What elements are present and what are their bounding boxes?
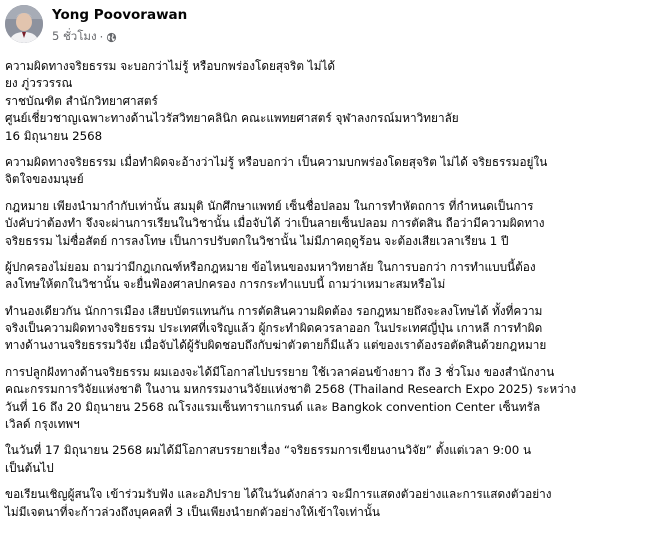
post-text-line: จริยธรรม ไม่ซื่อสัตย์ การลงโทษ เป็นการปรับตกในวิชานั้น ไม่มีภาคฤดูร้อน จะต้องเสียเวลาเรียน 1 ปี bbox=[5, 233, 509, 248]
post-text-line: เวิลด์ กรุงเทพฯ bbox=[5, 417, 80, 432]
post-text-line: ราชบัณฑิต สำนักวิทยาศาสตร์ bbox=[5, 93, 158, 108]
post-text-line: เป็นต้นไป bbox=[5, 460, 54, 475]
author-name[interactable]: Yong Poovorawan bbox=[52, 7, 188, 23]
post-text-line: ความผิดทางจริยธรรม เมื่อทำผิดจะอ้างว่าไม่รู้ หรือบอกว่า เป็นความบกพร่องโดยสุจริต ไม่ได้ จริยธรรมอยู่ใน bbox=[5, 154, 548, 169]
post-paragraph bbox=[5, 442, 655, 477]
post-paragraph bbox=[5, 303, 655, 355]
post-timestamp[interactable]: 5 ชั่วโมง bbox=[52, 29, 97, 43]
post-text-line: คณะกรรมการวิจัยแห่งชาติ ในงาน มหกรรมงานวิจัยแห่งชาติ 2568 (Thailand Research Expo 2025) ระหว่าง bbox=[5, 382, 577, 397]
post-paragraph bbox=[5, 198, 655, 250]
post-text-line: จิตใจของมนุษย์ bbox=[5, 172, 84, 187]
post-text-line: จริงเป็นความผิดทางจริยธรรม ประเทศที่เจริญแล้ว ผู้กระทำผิดควรลาออก ในประเทศญี่ปุ่น เกาหลี การทำผิด bbox=[5, 321, 543, 336]
globe-icon[interactable] bbox=[106, 32, 117, 43]
post-text-line: ลงโทษให้ตกในวิชานั้น จะยื่นฟ้องศาลปกครอง การกระทำแบบนี้ ถามว่าเหมาะสมหรือไม่ bbox=[5, 277, 446, 292]
post-text-line: ศูนย์เชี่ยวชาญเฉพาะทางด้านไวรัสวิทยาคลินิก คณะแพทยศาสตร์ จุฬาลงกรณ์มหาวิทยาลัย bbox=[5, 111, 459, 126]
post-text-line: วันที่ 16 ถึง 20 มิถุนายน 2568 ณโรงแรมเซ็นทาราแกรนด์ และ Bangkok convention Center เซ็นทรัล bbox=[5, 399, 541, 414]
post-text-line: ในวันที่ 17 มิถุนายน 2568 ผมได้มีโอกาสบรรยายเรื่อง “จริยธรรมการเขียนงานวิจัย” ตั้งแต่เวลา 9:00 น bbox=[5, 443, 532, 458]
post-text-line: การปลูกฝังทางด้านจริยธรรม ผมเองจะได้มีโอกาสไปบรรยาย ใช้เวลาค่อนข้างยาว ถึง 3 ชั่วโมง ของสำนักงาน bbox=[5, 364, 555, 379]
meta-separator: · bbox=[99, 30, 104, 44]
post-paragraph bbox=[5, 58, 655, 145]
post-text-line: บังคับว่าต้องทำ จึงจะผ่านการเรียนในวิชานั้น เมื่อจับได้ ว่าเป็นลายเซ็นปลอม การตัดสิน ถือว่ามีความผิดทาง bbox=[5, 216, 545, 231]
post-text-line: 16 มิถุนายน 2568 bbox=[5, 128, 103, 143]
post-text-line: ขอเรียนเชิญผู้สนใจ เข้าร่วมรับฟัง และอภิปราย ได้ในวันดังกล่าว จะมีการแสดงตัวอย่างและการแสดงตัวอย่าง bbox=[5, 487, 552, 502]
post-header bbox=[0, 0, 663, 60]
post-text-line: กฎหมาย เพียงนำมากำกับเท่านั้น สมมุติ นักศึกษาแพทย์ เซ็นชื่อปลอม ในการทำหัตถการ ที่กำหนดเป็นการ bbox=[5, 198, 534, 213]
avatar[interactable] bbox=[5, 5, 43, 43]
post-paragraph bbox=[5, 486, 655, 521]
post-text-line: ทางด้านงานจริยธรรมวิจัย เมื่อจับได้ผู้รับผิดชอบถึงกับฆ่าตัวตายก็มีแล้ว แต่ของเราต้องรอตัดสินด้วยกฎหมาย bbox=[5, 338, 547, 353]
post-text-line: ทำนองเดียวกัน นักการเมือง เสียบบัตรแทนกัน การตัดสินความผิดต้อง รอกฎหมายถึงจะลงโทษได้ ทั้งที่ความ bbox=[5, 303, 543, 318]
post-paragraph bbox=[5, 154, 655, 189]
avatar-image bbox=[5, 5, 43, 43]
post-text bbox=[5, 58, 655, 530]
post-text-line: ยง ภู่วรวรรณ bbox=[5, 76, 73, 91]
post-meta bbox=[52, 28, 117, 46]
post-text-line: ความผิดทางจริยธรรม จะบอกว่าไม่รู้ หรือบกพร่องโดยสุจริต ไม่ได้ bbox=[5, 59, 336, 73]
post-text-line: ไม่มีเจตนาที่จะก้าวล่วงถึงบุคคลที่ 3 เป็นเพียงนำยกตัวอย่างให้เข้าใจเท่านั้น bbox=[5, 504, 380, 519]
post-text-line: ผู้ปกครองไม่ยอม ถามว่ามีกฎเกณฑ์หรือกฎหมาย ข้อไหนของมหาวิทยาลัย ในการบอกว่า การทำแบบนี้ต้อง bbox=[5, 259, 536, 274]
post-paragraph bbox=[5, 364, 655, 434]
post-paragraph bbox=[5, 259, 655, 294]
